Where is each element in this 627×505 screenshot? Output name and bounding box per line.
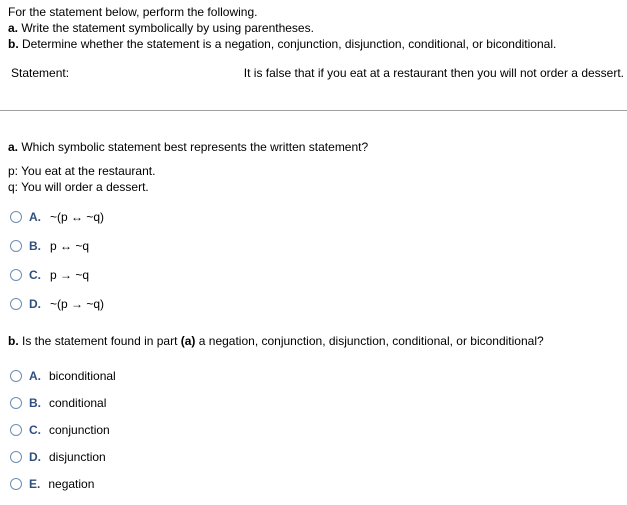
statement-label: Statement: — [11, 66, 70, 80]
option-text: biconditional — [49, 369, 116, 383]
option-text: ~(p → ~q) — [50, 297, 105, 311]
part-a-option-d[interactable] — [10, 295, 104, 313]
part-b-question-text: Is the statement found in part — [18, 334, 181, 348]
instructions-part-b-text: Determine whether the statement is a negation, conjunction, disjunction, conditional, or biconditional. — [18, 37, 557, 51]
option-letter: A. — [29, 369, 41, 383]
option-letter: D. — [29, 450, 41, 464]
radio-button[interactable] — [10, 211, 22, 223]
premise-p: p: You eat at the restaurant. — [8, 164, 156, 178]
part-b-prefix: b. — [8, 334, 19, 348]
radio-button[interactable] — [10, 451, 22, 463]
option-text: negation — [48, 477, 95, 491]
option-text: disjunction — [49, 450, 106, 464]
option-letter: C. — [29, 423, 41, 437]
instructions — [8, 4, 556, 52]
option-letter: E. — [29, 477, 41, 491]
option-text: conjunction — [49, 423, 110, 437]
option-text: ~(p ↔ ~q) — [50, 210, 105, 224]
option-letter: D. — [29, 297, 41, 311]
part-a-question — [8, 139, 368, 155]
option-text: p → ~q — [50, 268, 90, 282]
radio-button[interactable] — [10, 240, 22, 252]
instructions-part-b-prefix: b. — [8, 37, 19, 51]
option-letter: B. — [29, 396, 41, 410]
radio-button[interactable] — [10, 397, 22, 409]
part-a-question-text: Which symbolic statement best represents the written statement? — [18, 140, 369, 154]
part-b-option-e[interactable] — [10, 475, 94, 493]
part-b-question-end: a negation, conjunction, disjunction, conditional, or biconditional? — [195, 334, 544, 348]
instructions-part-a-text: Write the statement symbolically by using parentheses. — [18, 21, 314, 35]
part-a-option-c[interactable] — [10, 266, 89, 284]
part-a-option-b[interactable] — [10, 237, 89, 255]
radio-button[interactable] — [10, 424, 22, 436]
statement-row — [8, 65, 624, 81]
section-divider — [0, 110, 627, 111]
part-b-option-c[interactable] — [10, 421, 110, 439]
part-a-option-a[interactable] — [10, 208, 104, 226]
part-b-question-ref: (a) — [180, 334, 196, 348]
option-letter: A. — [29, 210, 41, 224]
part-b-option-b[interactable] — [10, 394, 106, 412]
option-text: p ↔ ~q — [50, 239, 90, 253]
part-b-question — [8, 333, 544, 349]
radio-button[interactable] — [10, 370, 22, 382]
instructions-line-2 — [8, 20, 556, 36]
instructions-part-a-prefix: a. — [8, 21, 19, 35]
part-a-prefix: a. — [8, 140, 19, 154]
radio-button[interactable] — [10, 269, 22, 281]
statement-text: It is false that if you eat at a restaurant then you will not order a dessert. — [243, 66, 624, 80]
part-b-option-d[interactable] — [10, 448, 106, 466]
option-letter: C. — [29, 268, 41, 282]
part-b-option-a[interactable] — [10, 367, 116, 385]
instructions-line-3 — [8, 36, 556, 52]
radio-button[interactable] — [10, 298, 22, 310]
instructions-line-1: For the statement below, perform the following. — [8, 5, 258, 19]
radio-button[interactable] — [10, 478, 22, 490]
premise-q: q: You will order a dessert. — [8, 180, 149, 194]
option-letter: B. — [29, 239, 41, 253]
option-text: conditional — [49, 396, 107, 410]
